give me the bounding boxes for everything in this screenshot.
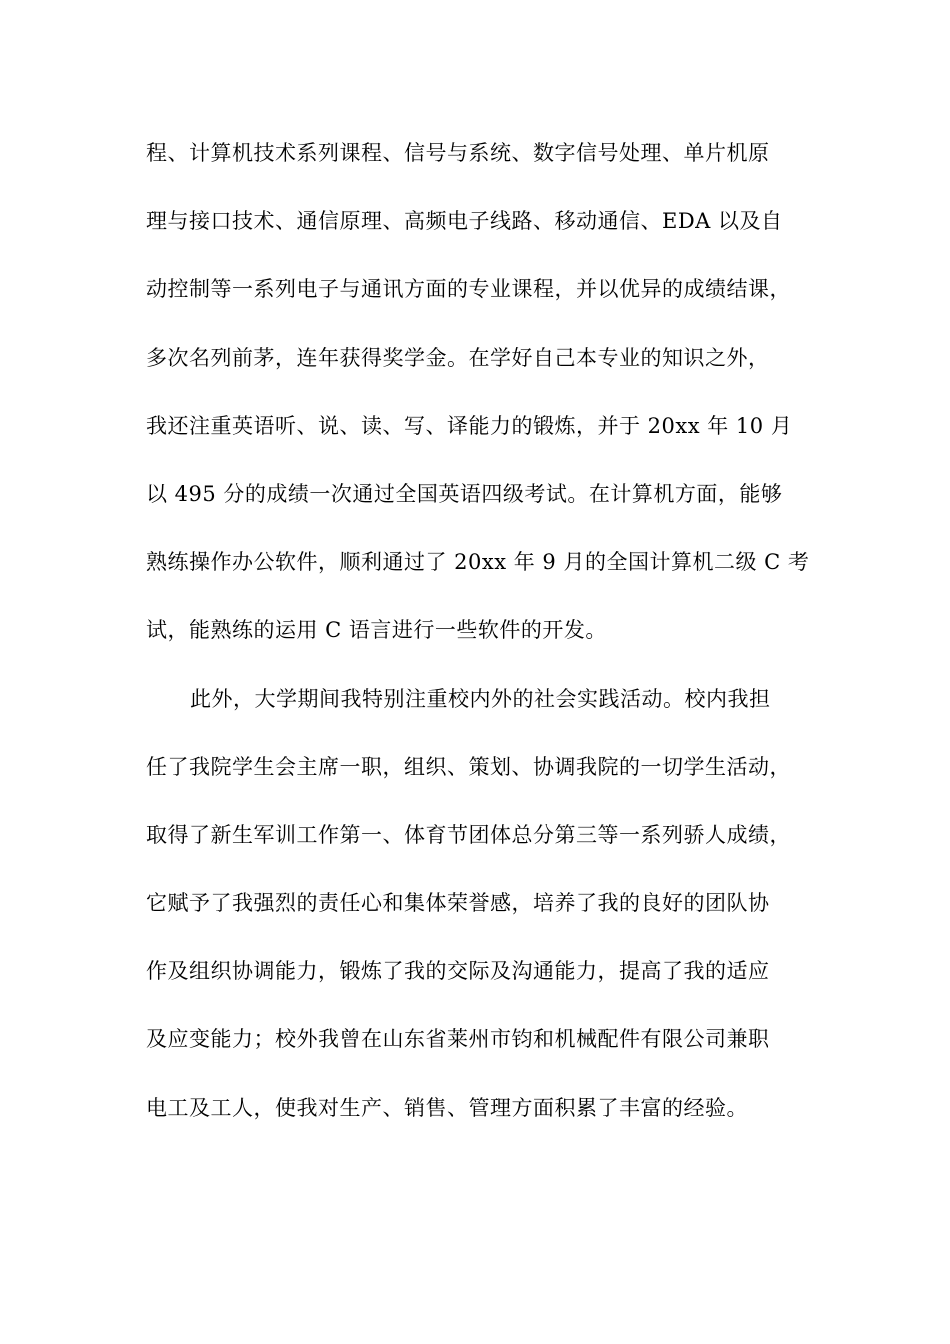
text-line: 多次名列前茅，连年获得奖学金。在学好自己本专业的知识之外， (146, 345, 770, 370)
text-line: 动控制等一系列电子与通讯方面的专业课程，并以优异的成绩结课， (146, 277, 791, 302)
body-text (146, 130, 846, 1153)
text-line: 程、计算机技术系列课程、信号与系统、数字信号处理、单片机原 (146, 141, 770, 165)
text-line: 试，能熟练的运用 C 语言进行一些软件的开发。 (146, 618, 607, 643)
text-line: 我还注重英语听、说、读、写、译能力的锻炼，并于 20xx 年 10 月 (146, 413, 793, 438)
text-line: 理与接口技术、通信原理、高频电子线路、移动通信、EDA 以及自 (146, 209, 783, 234)
text-line: 熟练操作办公软件，顺利通过了 20xx 年 9 月的全国计算机二级 C 考 (146, 550, 810, 575)
paragraph-start-line: 此外，大学期间我特别注重校内外的社会实践活动。校内我担 (190, 686, 771, 711)
text-line: 作及组织协调能力，锻炼了我的交际及沟通能力，提高了我的适应 (146, 959, 770, 984)
text-line: 它赋予了我强烈的责任心和集体荣誉感，培养了我的良好的团队协 (146, 891, 770, 916)
text-line: 电工及工人，使我对生产、销售、管理方面积累了丰富的经验。 (146, 1095, 748, 1120)
text-line: 以 495 分的成绩一次通过全国英语四级考试。在计算机方面，能够 (146, 481, 783, 506)
text-line: 及应变能力；校外我曾在山东省莱州市钧和机械配件有限公司兼职 (146, 1027, 770, 1052)
text-line: 取得了新生军训工作第一、体育节团体总分第三等一系列骄人成绩， (146, 822, 791, 847)
text-line: 任了我院学生会主席一职，组织、策划、协调我院的一切学生活动， (146, 754, 791, 779)
